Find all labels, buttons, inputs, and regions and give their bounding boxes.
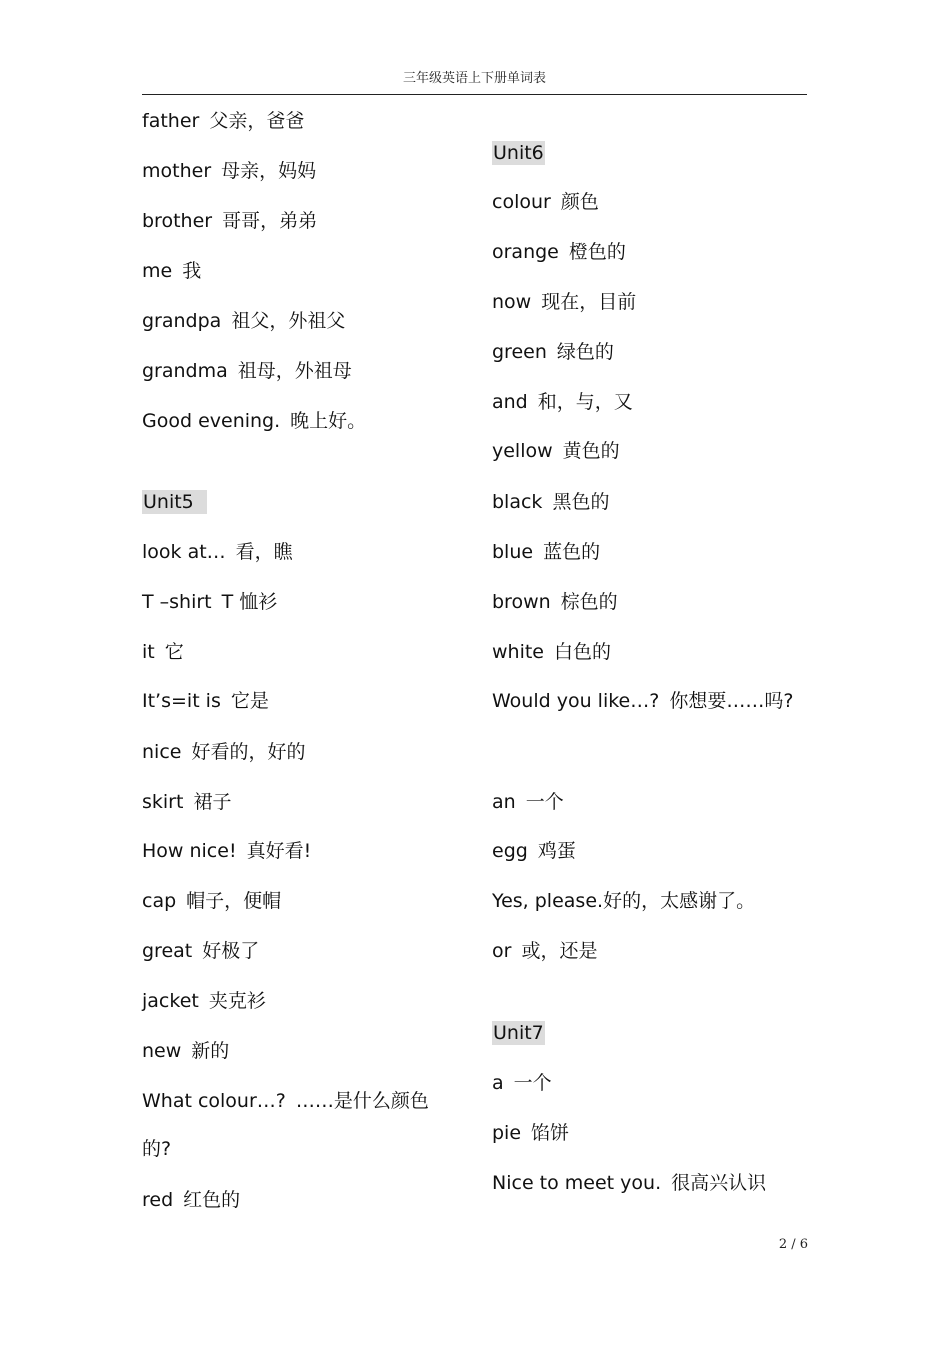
vocab-meaning: T 恤衫: [221, 591, 278, 613]
vocab-word: mother: [142, 160, 212, 182]
vocab-word: colour: [492, 191, 551, 213]
vocab-entry: [492, 1072, 552, 1094]
vocab-meaning: 现在，目前: [541, 291, 637, 313]
vocab-meaning: 蓝色的: [543, 541, 601, 563]
vocab-meaning: 一个: [513, 1072, 552, 1094]
vocab-entry: [492, 391, 633, 413]
vocab-meaning: 真好看!: [246, 840, 312, 862]
vocab-meaning: 好极了: [202, 940, 260, 962]
vocab-entry: [142, 1189, 240, 1211]
vocab-meaning: 祖父，外祖父: [231, 310, 346, 332]
vocab-meaning: 鸡蛋: [537, 840, 576, 862]
vocab-meaning: 橙色的: [568, 241, 626, 263]
vocab-meaning: 白色的: [554, 641, 612, 663]
vocab-word: cap: [142, 890, 177, 912]
vocab-meaning: 裙子: [193, 791, 232, 813]
vocab-entry: [142, 940, 259, 962]
vocab-word: new: [142, 1040, 182, 1062]
page-number: 2 / 6: [778, 1237, 808, 1252]
vocab-word: and: [492, 391, 528, 413]
vocab-meaning: 馅饼: [531, 1122, 570, 1144]
vocab-word: great: [142, 940, 193, 962]
vocab-word: It’s=it is: [142, 690, 221, 712]
vocab-word: How nice!: [142, 840, 237, 862]
vocab-word: Nice to meet you.: [492, 1172, 662, 1194]
vocab-entry: [142, 410, 366, 432]
vocab-word: pie: [492, 1122, 522, 1144]
vocab-entry: [142, 641, 184, 663]
vocab-meaning: 夹克衫: [208, 990, 266, 1012]
vocab-entry: [492, 641, 611, 663]
vocab-word: orange: [492, 241, 559, 263]
vocab-meaning: 母亲，妈妈: [221, 160, 317, 182]
vocab-meaning: 颜色: [560, 191, 599, 213]
vocab-meaning: 好看的，好的: [191, 741, 306, 763]
vocab-word: grandpa: [142, 310, 222, 332]
vocab-meaning: 它是: [230, 690, 269, 712]
vocab-meaning: ……是什么颜色的?: [142, 1090, 429, 1160]
vocab-entry: [142, 310, 345, 332]
vocab-entry: [492, 940, 597, 962]
vocab-entry: [492, 791, 564, 813]
vocab-meaning: 它: [164, 641, 184, 663]
vocab-meaning: 晚上好。: [290, 410, 367, 432]
vocab-entry: [142, 890, 281, 912]
vocab-entry: [492, 591, 618, 613]
vocab-meaning: 父亲，爸爸: [209, 110, 305, 132]
vocab-meaning: 新的: [191, 1040, 230, 1062]
vocab-entry: [142, 690, 269, 712]
vocab-meaning: 和，与，又: [537, 391, 633, 413]
vocab-word: nice: [142, 741, 182, 763]
vocab-meaning: 好的，太感谢了。: [603, 890, 756, 912]
vocab-meaning: 绿色的: [556, 341, 614, 363]
vocab-entry: [492, 241, 626, 263]
vocab-meaning: 祖母，外祖母: [237, 360, 352, 382]
vocab-word: Would you like…?: [492, 690, 660, 712]
vocab-word: brown: [492, 591, 551, 613]
unit-heading: Unit5: [142, 490, 207, 514]
vocab-meaning: 帽子，便帽: [186, 890, 282, 912]
vocab-word: yellow: [492, 440, 553, 462]
vocab-meaning: 我: [182, 260, 202, 282]
vocab-word: black: [492, 491, 543, 513]
vocab-entry: [142, 360, 352, 382]
vocab-entry: [492, 677, 810, 725]
page-header-title: 三年级英语上下册单词表: [402, 71, 546, 86]
vocab-meaning: 棕色的: [560, 591, 618, 613]
vocab-entry: [492, 440, 620, 462]
vocab-meaning: 一个: [525, 791, 564, 813]
vocab-word: a: [492, 1072, 504, 1094]
vocab-entry: [142, 110, 304, 132]
vocab-word: green: [492, 341, 547, 363]
vocab-meaning: 你想要……吗?: [669, 690, 794, 712]
vocab-word: it: [142, 641, 155, 663]
vocab-entry: [142, 1040, 229, 1062]
vocab-entry: [492, 1122, 569, 1144]
vocab-entry: [142, 541, 293, 563]
vocab-entry: [142, 840, 311, 862]
vocab-entry: [492, 291, 636, 313]
vocab-entry: [142, 1077, 457, 1173]
vocab-entry: [142, 990, 266, 1012]
vocab-word: red: [142, 1189, 174, 1211]
vocab-entry: [492, 1172, 766, 1194]
vocab-entry: [492, 840, 576, 862]
vocab-entry: [142, 210, 317, 232]
page-header: [142, 68, 807, 95]
vocab-meaning: 或，还是: [521, 940, 598, 962]
vocab-meaning: 看，瞧: [235, 541, 293, 563]
vocab-word: skirt: [142, 791, 184, 813]
vocab-meaning: 红色的: [183, 1189, 241, 1211]
vocab-word: blue: [492, 541, 534, 563]
vocab-word: brother: [142, 210, 213, 232]
vocab-entry: [142, 260, 201, 282]
vocab-entry: [142, 160, 316, 182]
vocab-word: Yes, please.: [492, 890, 604, 912]
vocab-entry: [142, 791, 231, 813]
vocab-word: now: [492, 291, 532, 313]
vocab-word: look at…: [142, 541, 226, 563]
vocab-word: me: [142, 260, 173, 282]
vocab-entry: [492, 341, 614, 363]
vocab-entry: [492, 191, 599, 213]
vocab-entry: [142, 591, 277, 613]
vocab-word: T –shirt: [142, 591, 212, 613]
vocab-word: egg: [492, 840, 528, 862]
vocab-word: father: [142, 110, 200, 132]
vocab-word: white: [492, 641, 544, 663]
vocab-word: Good evening.: [142, 410, 281, 432]
vocab-meaning: 很高兴认识: [671, 1172, 767, 1194]
vocab-entry: [142, 741, 305, 763]
vocab-meaning: 黄色的: [562, 440, 620, 462]
unit-heading: Unit6: [493, 142, 544, 164]
vocab-word: jacket: [142, 990, 199, 1012]
vocab-word: or: [492, 940, 512, 962]
unit-heading: Unit7: [493, 1022, 544, 1044]
vocab-meaning: 哥哥，弟弟: [222, 210, 318, 232]
vocab-word: What colour…?: [142, 1090, 286, 1112]
vocab-entry: [492, 491, 609, 513]
vocab-entry: [492, 541, 600, 563]
vocab-word: an: [492, 791, 516, 813]
vocab-entry: [492, 890, 755, 912]
vocab-word: grandma: [142, 360, 228, 382]
vocab-meaning: 黑色的: [552, 491, 610, 513]
